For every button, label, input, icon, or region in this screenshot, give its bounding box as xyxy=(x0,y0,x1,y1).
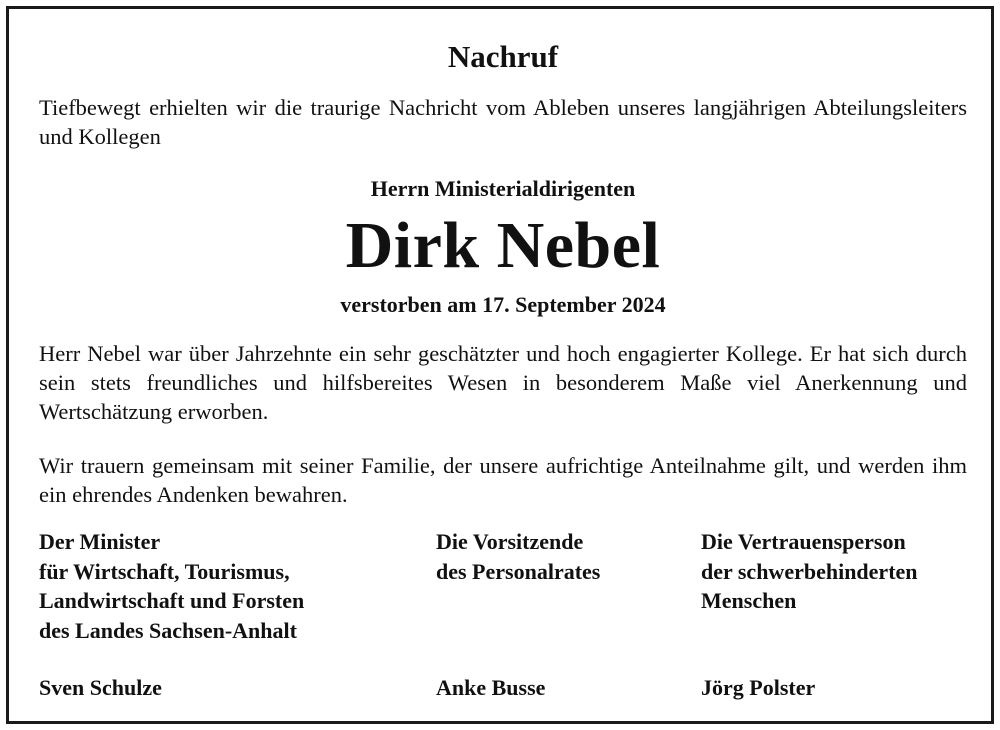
obituary-title: Nachruf xyxy=(447,39,559,74)
role-line: des Landes Sachsen-Anhalt xyxy=(39,617,297,643)
role-line: Die Vertrauensperson xyxy=(701,529,906,554)
intro-paragraph: Tiefbewegt erhielten wir die traurige Nachricht vom Ableben unseres langjährigen Abteilungsleiters und Kollegen xyxy=(39,95,967,149)
signatory-role-disability-rep xyxy=(701,527,918,616)
signatory-role-staff-council xyxy=(436,527,600,586)
signatory-role-minister xyxy=(39,527,304,645)
role-line: für Wirtschaft, Tourismus, xyxy=(39,558,290,584)
condolence-paragraph: Wir trauern gemeinsam mit seiner Familie, der unsere aufrichtige Anteilnahme gilt, und werden ihm ein ehrendes Andenken bewahren. xyxy=(39,453,967,507)
role-line: der schwerbehinderten xyxy=(701,558,918,584)
signatory-name-disability-rep: Jörg Polster xyxy=(701,675,816,700)
obituary-frame xyxy=(6,6,994,724)
tribute-paragraph: Herr Nebel war über Jahrzehnte ein sehr geschätzter und hoch engagierter Kollege. Er hat sich durch sein stets freundliches und hilfsbereites Wesen in besonderem Maße viel Anerkennung und Wertschätzung erworben. xyxy=(39,341,967,424)
role-line: Menschen xyxy=(701,588,797,613)
death-date-line: verstorben am 17. September 2024 xyxy=(340,292,666,317)
honorific-line: Herrn Ministerialdirigenten xyxy=(370,176,636,201)
role-line: Der Minister xyxy=(39,529,161,554)
role-line: des Personalrates xyxy=(436,558,601,584)
role-line: Landwirtschaft und Forsten xyxy=(39,588,305,613)
signatory-name-staff-council: Anke Busse xyxy=(436,675,546,700)
signatory-name-minister: Sven Schulze xyxy=(39,675,162,700)
deceased-name: Dirk Nebel xyxy=(345,209,661,282)
role-line: Die Vorsitzende xyxy=(436,529,584,554)
